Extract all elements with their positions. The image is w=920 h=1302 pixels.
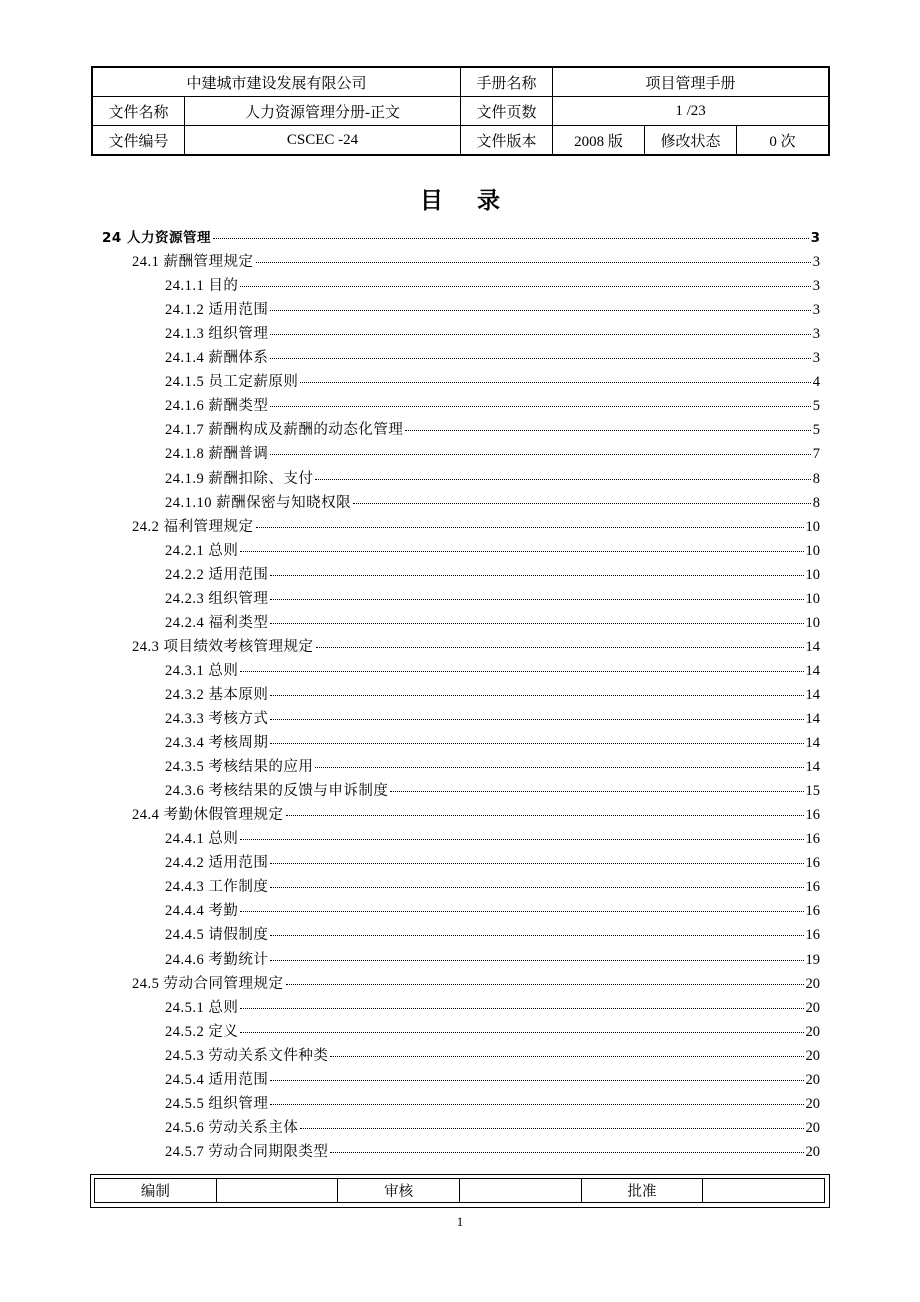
toc-entry[interactable]	[165, 659, 820, 683]
toc-entry[interactable]	[165, 827, 820, 851]
toc-entry-page: 20	[805, 999, 820, 1016]
toc-dot-leader	[270, 959, 803, 961]
header-row-3	[93, 126, 829, 155]
toc-entry[interactable]	[132, 250, 820, 274]
toc-entry[interactable]	[165, 731, 820, 755]
toc-entry-page: 10	[805, 518, 820, 535]
toc-dot-leader	[256, 261, 811, 263]
toc-entry-page: 14	[805, 686, 820, 703]
toc-entry[interactable]	[165, 683, 820, 707]
toc-entry[interactable]	[165, 539, 820, 563]
header-row-2	[93, 97, 829, 126]
toc-entry-page: 20	[805, 1071, 820, 1088]
toc-dot-leader	[270, 309, 810, 311]
toc-dot-leader	[240, 1031, 803, 1033]
toc-dot-leader	[270, 1103, 803, 1105]
signature-row	[95, 1179, 825, 1203]
toc-entry-page: 20	[805, 975, 820, 992]
toc-entry-label: 24.3.3 考核方式	[165, 711, 269, 727]
file-version: 2008 版	[553, 126, 645, 155]
toc-entry-label: 24.5.4 适用范围	[165, 1071, 269, 1088]
toc-entry[interactable]	[165, 1068, 820, 1092]
revision: 0 次	[737, 126, 829, 155]
toc-entry-label: 24.4 考勤休假管理规定	[132, 807, 284, 824]
signature-table	[94, 1178, 825, 1203]
toc-entry-label: 24.5 劳动合同管理规定	[132, 975, 284, 992]
toc-dot-leader	[315, 766, 803, 768]
toc-entry[interactable]	[165, 1020, 820, 1044]
toc-entry-label: 24.3 项目绩效考核管理规定	[132, 638, 314, 655]
toc-dot-leader	[390, 790, 803, 792]
toc-entry-page: 8	[812, 494, 820, 511]
toc-entry-label: 24.3.1 总则	[165, 662, 239, 679]
toc-dot-leader	[270, 694, 803, 696]
toc-entry[interactable]	[165, 611, 820, 635]
toc-entry-label: 24.5.2 定义	[165, 1023, 239, 1040]
toc-entry-label: 24.1.10 薪酬保密与知晓权限	[165, 494, 352, 511]
toc-entry[interactable]	[165, 948, 820, 972]
toc-entry[interactable]	[165, 1092, 820, 1116]
toc-dot-leader	[270, 622, 803, 624]
toc-entry[interactable]	[165, 322, 820, 346]
toc-entry-page: 5	[812, 398, 820, 415]
toc-entry-label: 24.4.1 总则	[165, 831, 239, 848]
toc-dot-leader	[270, 718, 803, 720]
toc-dot-leader	[270, 886, 803, 888]
toc-entry[interactable]	[165, 1140, 820, 1164]
toc-entry-label: 24.2.3 组织管理	[165, 590, 269, 607]
toc-dot-leader	[240, 838, 803, 840]
toc-entry-page: 20	[805, 1023, 820, 1040]
toc-entry[interactable]	[165, 779, 820, 803]
toc-dot-leader	[286, 983, 804, 985]
toc-entry-label: 24.2.4 福利类型	[165, 614, 269, 631]
toc-entry-page: 16	[805, 855, 820, 872]
file-version-label: 文件版本	[461, 126, 553, 155]
toc-entry-label: 24 人力资源管理	[102, 230, 211, 246]
toc-entry-page: 10	[805, 542, 820, 559]
toc-entry[interactable]	[165, 875, 820, 899]
toc-dot-leader	[270, 934, 803, 936]
toc-entry-label: 24.1.5 员工定薪原则	[165, 374, 299, 391]
signature-footer	[90, 1174, 830, 1208]
toc-entry[interactable]	[165, 1116, 820, 1140]
toc-entry[interactable]	[165, 899, 820, 923]
toc-entry-page: 3	[812, 254, 820, 271]
toc-entry-page: 3	[812, 350, 820, 367]
toc-entry-page: 16	[805, 927, 820, 944]
toc-dot-leader	[300, 1127, 803, 1129]
toc-entry[interactable]	[165, 587, 820, 611]
toc-entry-page: 14	[805, 662, 820, 679]
toc-entry[interactable]	[165, 851, 820, 875]
toc-entry[interactable]	[165, 467, 820, 491]
toc-entry[interactable]	[132, 635, 820, 659]
toc-entry-label: 24.1.3 组织管理	[165, 326, 269, 343]
toc-entry-page: 3	[810, 230, 820, 246]
toc-entry[interactable]	[132, 803, 820, 827]
file-name: 人力资源管理分册-正文	[185, 97, 461, 126]
toc-entry-page: 10	[805, 614, 820, 631]
toc-dot-leader	[316, 646, 804, 648]
manual-name-label: 手册名称	[461, 68, 553, 97]
header-row-1	[93, 68, 829, 97]
toc-entry-page: 4	[812, 374, 820, 391]
toc-entry-page: 20	[805, 1119, 820, 1136]
toc-dot-leader	[240, 670, 803, 672]
toc-entry-label: 24.1 薪酬管理规定	[132, 254, 254, 271]
toc-dot-leader	[353, 502, 811, 504]
toc-entry[interactable]	[102, 226, 820, 250]
toc-entry-label: 24.2 福利管理规定	[132, 518, 254, 535]
toc-dot-leader	[286, 814, 804, 816]
toc-entry-page: 14	[805, 735, 820, 752]
toc-entry[interactable]	[165, 298, 820, 322]
toc-entry-label: 24.5.7 劳动合同期限类型	[165, 1143, 329, 1160]
page-number: 1	[456, 1214, 464, 1229]
approved-label: 批准	[581, 1179, 703, 1203]
toc-dot-leader	[270, 1079, 803, 1081]
toc-entry-label: 24.3.6 考核结果的反馈与申诉制度	[165, 783, 389, 800]
toc-entry-page: 14	[805, 759, 820, 776]
toc-dot-leader	[270, 333, 810, 335]
toc-entry[interactable]	[165, 274, 820, 298]
toc-entry[interactable]	[165, 1044, 820, 1068]
toc-entry-page: 16	[805, 831, 820, 848]
toc-entry-label: 24.1.4 薪酬体系	[165, 350, 269, 367]
toc-entry-page: 10	[805, 566, 820, 583]
toc-entry[interactable]	[165, 394, 820, 418]
toc-entry[interactable]	[165, 755, 820, 779]
toc-entry-label: 24.1.2 适用范围	[165, 302, 269, 319]
toc-entry-page: 14	[805, 638, 820, 655]
file-pages-label: 文件页数	[461, 97, 553, 126]
toc-entry[interactable]	[165, 563, 820, 587]
toc-entry-label: 24.1.7 薪酬构成及薪酬的动态化管理	[165, 422, 404, 439]
toc-entry[interactable]	[165, 418, 820, 442]
toc-dot-leader	[270, 405, 810, 407]
toc-entry-label: 24.5.6 劳动关系主体	[165, 1119, 299, 1136]
toc-dot-leader	[256, 526, 804, 528]
toc-dot-leader	[270, 862, 803, 864]
toc-entry-page: 3	[812, 326, 820, 343]
toc-entry-page: 16	[805, 807, 820, 824]
prepared-value	[216, 1179, 338, 1203]
toc-entry[interactable]	[132, 972, 820, 996]
toc-entry-label: 24.3.2 基本原则	[165, 686, 269, 703]
revision-label: 修改状态	[645, 126, 737, 155]
toc-entry[interactable]	[165, 491, 820, 515]
toc-dot-leader	[240, 285, 810, 287]
toc-entry-label: 24.1.1 目的	[165, 278, 239, 295]
toc-entry-page: 5	[812, 422, 820, 439]
toc-entry[interactable]	[165, 707, 820, 731]
toc-entry-label: 24.2.1 总则	[165, 542, 239, 559]
toc-entry-page: 19	[805, 951, 820, 968]
toc-entry[interactable]	[165, 346, 820, 370]
toc-entry-page: 10	[805, 590, 820, 607]
toc-entry-label: 24.4.5 请假制度	[165, 927, 269, 944]
toc-dot-leader	[213, 237, 809, 239]
toc-entry[interactable]	[165, 442, 820, 466]
toc-entry-page: 16	[805, 879, 820, 896]
toc-entry-page: 14	[805, 711, 820, 727]
page-title: 目录	[420, 188, 534, 214]
toc-dot-leader	[315, 478, 810, 480]
toc-entry-label: 24.5.1 总则	[165, 999, 239, 1016]
toc-dot-leader	[270, 598, 803, 600]
toc-dot-leader	[270, 574, 803, 576]
reviewed-label: 审核	[338, 1179, 460, 1203]
reviewed-value	[459, 1179, 581, 1203]
toc-entry[interactable]	[165, 370, 820, 394]
toc-entry-label: 24.5.3 劳动关系文件种类	[165, 1047, 329, 1064]
toc-entry-page: 3	[812, 302, 820, 319]
toc-entry[interactable]	[165, 923, 820, 947]
toc-dot-leader	[405, 429, 810, 431]
toc-dot-leader	[240, 910, 803, 912]
prepared-label: 编制	[95, 1179, 217, 1203]
file-number-label: 文件编号	[93, 126, 185, 155]
approved-value	[703, 1179, 825, 1203]
toc-entry[interactable]	[165, 996, 820, 1020]
toc-entry-label: 24.1.9 薪酬扣除、支付	[165, 470, 314, 487]
toc-entry-label: 24.4.4 考勤	[165, 903, 239, 920]
toc-entry-label: 24.3.5 考核结果的应用	[165, 759, 314, 776]
toc-entry-page: 20	[805, 1143, 820, 1160]
toc-entry[interactable]	[132, 515, 820, 539]
toc-entry-page: 8	[812, 470, 820, 487]
toc-entry-label: 24.5.5 组织管理	[165, 1095, 269, 1112]
toc-dot-leader	[270, 742, 803, 744]
manual-name: 项目管理手册	[553, 68, 829, 97]
toc-dot-leader	[240, 550, 803, 552]
toc-entry-page: 15	[805, 783, 820, 800]
toc-entry-label: 24.1.6 薪酬类型	[165, 398, 269, 415]
document-header-table	[92, 67, 829, 155]
toc-entry-page: 20	[805, 1047, 820, 1064]
file-number: CSCEC -24	[185, 126, 461, 155]
toc-entry-label: 24.4.2 适用范围	[165, 855, 269, 872]
company-name: 中建城市建设发展有限公司	[93, 68, 461, 97]
toc-dot-leader	[240, 1007, 803, 1009]
toc-dot-leader	[330, 1055, 803, 1057]
toc-entry-label: 24.4.6 考勤统计	[165, 951, 269, 968]
toc-entry-page: 7	[812, 446, 820, 463]
file-pages: 1 /23	[553, 97, 829, 126]
toc-dot-leader	[300, 381, 810, 383]
toc-dot-leader	[270, 357, 810, 359]
toc-entry-page: 20	[805, 1095, 820, 1112]
toc-entry-label: 24.3.4 考核周期	[165, 735, 269, 752]
file-name-label: 文件名称	[93, 97, 185, 126]
toc-entry-label: 24.1.8 薪酬普调	[165, 446, 269, 463]
toc-entry-page: 3	[812, 278, 820, 295]
toc-entry-label: 24.4.3 工作制度	[165, 879, 269, 896]
toc-dot-leader	[330, 1151, 803, 1153]
toc-entry-page: 16	[805, 903, 820, 920]
toc-dot-leader	[270, 453, 810, 455]
toc-entry-label: 24.2.2 适用范围	[165, 566, 269, 583]
